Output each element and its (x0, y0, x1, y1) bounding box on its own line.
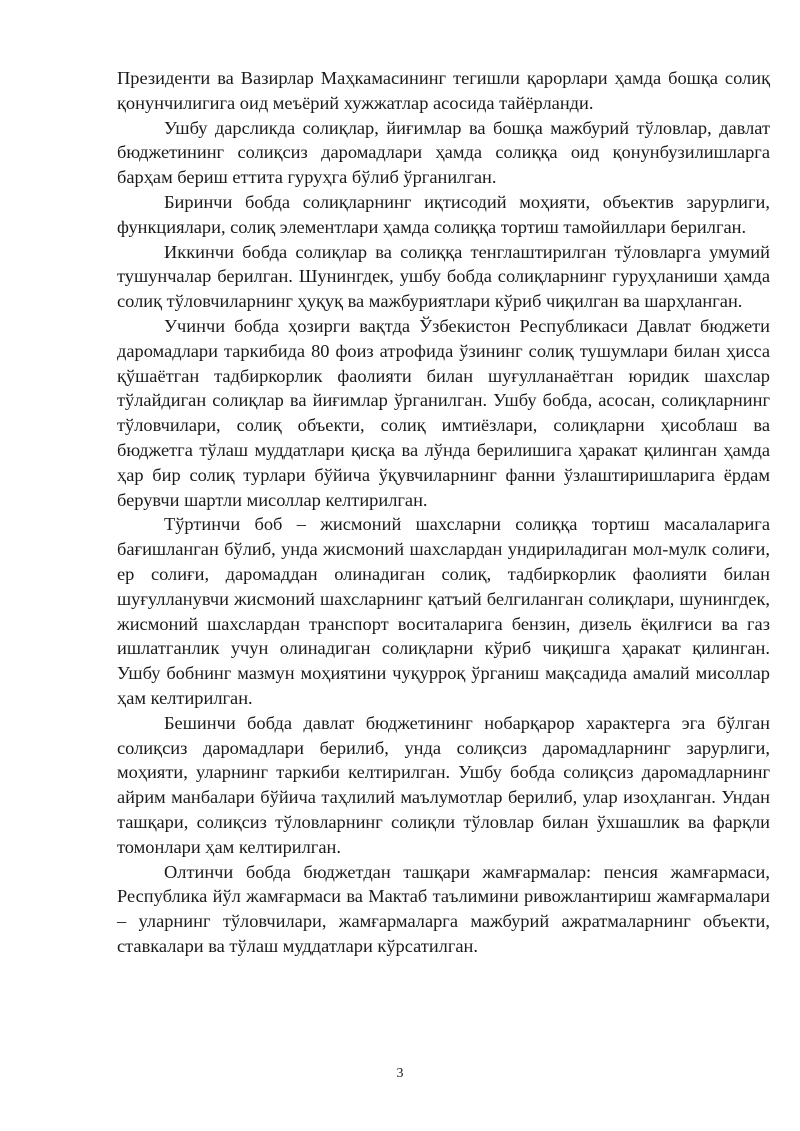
paragraph-chapter-4: Тўртинчи боб – жисмоний шахсларни солиққа тортиш масалаларига бағишланган бўлиб, унда жисмоний шахслардан ундириладиган мол-мулк солиғи, ер солиғи, даромаддан олинадиган солиқ, тадбиркорлик фаолияти билан шуғулланувчи жисмоний шахсларнинг қатъий белгиланган солиқлари, шунингдек, жисмоний шахслардан транспорт воситаларига бензин, дизель ёқилғиси ва газ ишлатганлик учун олинадиган солиқларни кўриб чиқишга ҳаракат қилинган. Ушбу бобнинг мазмун моҳиятини чуқурроқ ўрганиш мақсадида амалий мисоллар ҳам келтирилган. (117, 514, 770, 708)
paragraph-intro-continuation: Президенти ва Вазирлар Маҳкамасининг тегишли қарорлари ҳамда бошқа солиқ қонунчилигига оид меъёрий хужжатлар асосида тайёрланди. (117, 68, 770, 113)
paragraph-chapter-1: Биринчи бобда солиқларнинг иқтисодий моҳияти, объектив зарурлиги, функциялари, солиқ элементлари ҳамда солиққа тортиш тамойиллари берилган. (117, 191, 770, 237)
page-number: 3 (396, 1066, 404, 1081)
document-body (117, 66, 770, 959)
paragraph-textbook-overview: Ушбу дарсликда солиқлар, йиғимлар ва бошқа мажбурий тўловлар, давлат бюджетининг солиқсиз даромадлари ҳамда солиққа оид қонунбузилишларга барҳам бериш еттита гуруҳга бўлиб ўрганилган. (117, 117, 770, 188)
paragraph-chapter-3: Учинчи бобда ҳозирги вақтда Ўзбекистон Республикаси Давлат бюджети даромадлари таркибида 80 фоиз атрофида ўзининг солиқ тушумлари билан ҳисса қўшаётган тадбиркорлик фаолияти билан шуғулланаётган юридик шахслар тўлайдиган солиқлар ва йиғимлар ўрганилган. Ушбу бобда, асосан, солиқларнинг тўловчилари, солиқ объекти, солиқ имтиёзлари, солиқларни ҳисоблаш ва бюджетга тўлаш муддатлари қисқа ва лўнда берилишига ҳаракат қилинган ҳамда ҳар бир солиқ турлари бўйича ўқувчиларнинг фанни ўзлаштиришларига ёрдам берувчи шартли мисоллар келтирилган. (117, 315, 770, 510)
paragraph-chapter-5: Бешинчи бобда давлат бюджетининг нобарқарор характерга эга бўлган солиқсиз даромадлари берилиб, унда солиқсиз даромадларнинг зарурлиги, моҳияти, уларнинг таркиби келтирилган. Ушбу бобда солиқсиз даромадларнинг айрим манбалари бўйича таҳлилий маълумотлар берилиб, улар изоҳланган. Ундан ташқари, солиқсиз тўловларнинг солиқли тўловлар билан ўхшашлик ва фарқли томонлари ҳам келтирилган. (117, 712, 770, 857)
paragraph-chapter-2: Иккинчи бобда солиқлар ва солиққа тенглаштирилган тўловларга умумий тушунчалар берилган. Шунингдек, ушбу бобда солиқларнинг гуруҳланиши ҳамда солиқ тўловчиларнинг ҳуқуқ ва мажбуриятлари кўриб чиқилган ва шарҳланган. (117, 241, 770, 312)
paragraph-chapter-6: Олтинчи бобда бюджетдан ташқари жамғармалар: пенсия жамғармаси, Республика йўл жамғармаси ва Мактаб таълимини ривожлантириш жамғармалари – уларнинг тўловчилари, жамғармаларга мажбурий ажратмаларнинг объекти, ставкалари ва тўлаш муддатлари кўрсатилган. (117, 861, 770, 956)
